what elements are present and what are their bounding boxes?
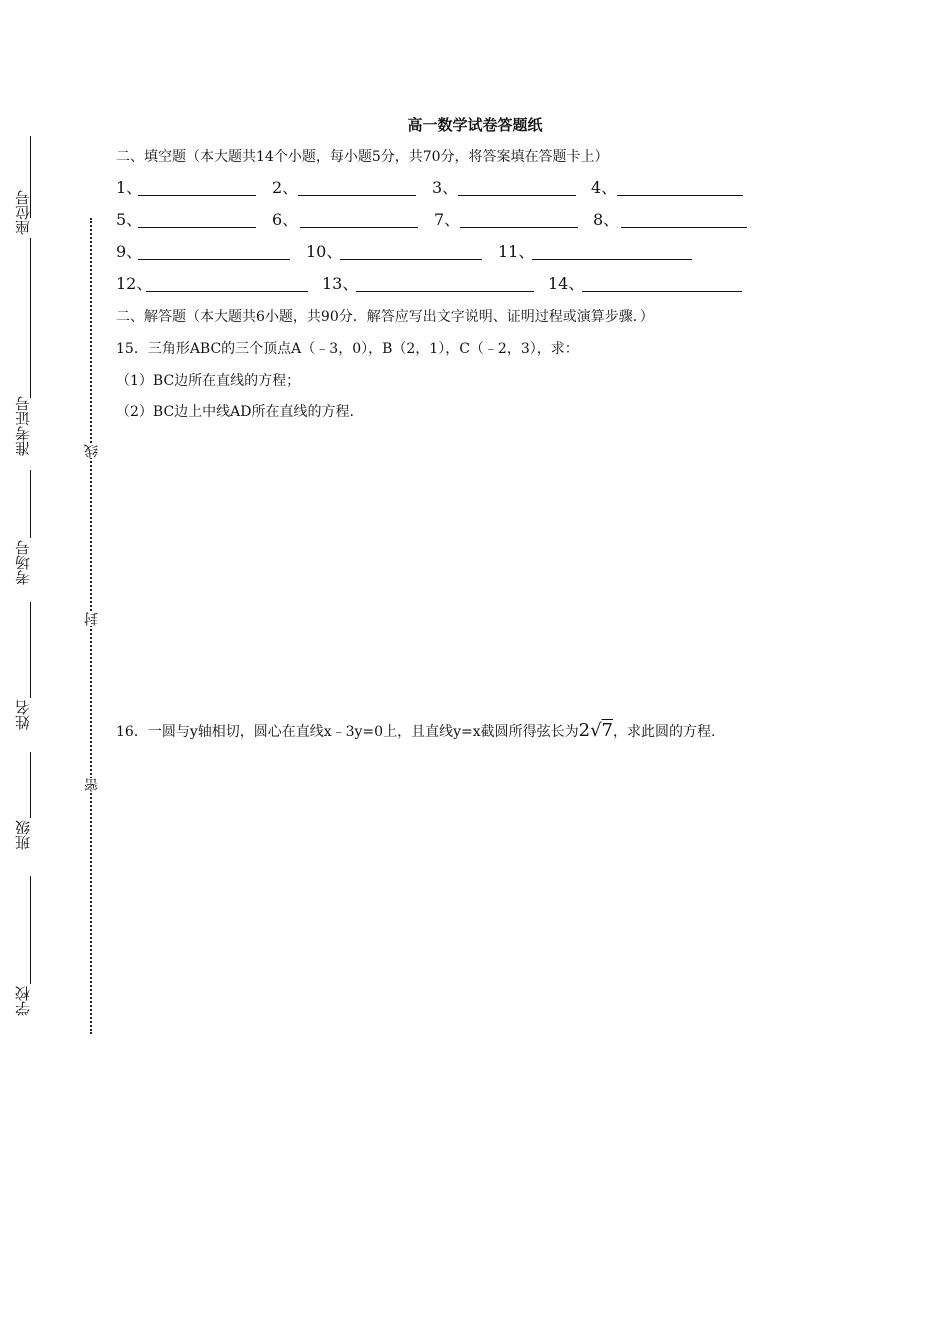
seal-mark-line: 线: [84, 444, 100, 458]
blank-underline: [532, 259, 692, 260]
math-radicand: 7: [601, 720, 613, 741]
answer-blank-13[interactable]: [322, 272, 534, 294]
question-16-text-end: ，求此圆的方程.: [613, 724, 716, 740]
blank-underline: [138, 195, 256, 196]
field-line-exam-id: [30, 238, 31, 398]
blank-number: 4、: [591, 178, 618, 197]
answer-blank-7[interactable]: [434, 208, 578, 230]
blank-number: 5、: [116, 210, 143, 229]
blank-number: 10、: [306, 242, 343, 261]
blank-number: 13、: [322, 274, 359, 293]
blank-underline: [146, 291, 308, 292]
question-15-part-2: （2）BC边上中线AD所在直线的方程.: [116, 404, 354, 420]
blank-underline: [356, 291, 534, 292]
field-line-room: [30, 470, 31, 538]
blank-underline: [300, 227, 418, 228]
answer-blank-12[interactable]: [116, 272, 308, 294]
blank-number: 6、: [272, 210, 299, 229]
answer-blank-14[interactable]: [548, 272, 742, 294]
answer-blank-1[interactable]: [116, 176, 256, 198]
blank-underline: [298, 195, 416, 196]
answer-blank-5[interactable]: [116, 208, 256, 230]
blank-number: 7、: [434, 210, 461, 229]
answer-blank-8[interactable]: [593, 208, 747, 230]
math-coefficient: 2: [578, 720, 591, 741]
page-title: 高一数学试卷答题纸: [407, 116, 543, 134]
blank-underline: [340, 259, 482, 260]
sqrt-sign: √: [590, 720, 602, 741]
blank-underline: [138, 227, 256, 228]
answer-blank-9[interactable]: [116, 240, 290, 262]
blank-number: 14、: [548, 274, 585, 293]
blank-number: 12、: [116, 274, 153, 293]
field-class: 班级: [14, 820, 32, 850]
field-exam-id: 准考证号: [14, 396, 32, 456]
field-line-class: [30, 752, 31, 818]
answer-section-heading: 二、解答题（本大题共6小题，共90分．解答应写出文字说明、证明过程或演算步骤．）: [116, 309, 654, 325]
blank-underline: [582, 291, 742, 292]
blank-number: 9、: [116, 242, 143, 261]
field-line-name: [30, 602, 31, 698]
question-16: [116, 720, 715, 741]
blank-underline: [617, 195, 743, 196]
seal-mark-seal: 封: [84, 612, 100, 626]
question-16-text: 16．一圆与y轴相切，圆心在直线x﹣3y=0上，且直线y=x截圆所得弦长为: [116, 724, 579, 740]
answer-blank-6[interactable]: [272, 208, 418, 230]
blank-number: 8、: [593, 210, 620, 229]
answer-blank-11[interactable]: [498, 240, 692, 262]
blank-number: 2、: [272, 178, 299, 197]
answer-blank-10[interactable]: [306, 240, 482, 262]
field-exam-room: 考场号: [14, 540, 32, 585]
blank-underline: [460, 227, 578, 228]
answer-blank-3[interactable]: [432, 176, 576, 198]
answer-blank-4[interactable]: [591, 176, 743, 198]
blank-underline: [621, 227, 747, 228]
question-15-part-1: （1）BC边所在直线的方程；: [116, 373, 301, 389]
blank-underline: [138, 259, 290, 260]
blank-number: 1、: [116, 178, 143, 197]
field-seat-number: 座位号: [14, 190, 32, 235]
answer-blank-2[interactable]: [272, 176, 416, 198]
question-15: 15．三角形ABC的三个顶点A（﹣3，0），B（2，1），C（﹣2，3），求：: [116, 341, 579, 357]
math-2-sqrt-7: [579, 720, 613, 741]
seal-dotted-line: [90, 218, 92, 1034]
field-line-school: [30, 876, 31, 984]
blank-number: 11、: [498, 242, 535, 261]
fill-section-heading: 二、填空题（本大题共14个小题，每小题5分，共70分，将答案填在答题卡上）: [116, 149, 609, 165]
seal-mark-secret: 密: [84, 778, 100, 792]
blank-underline: [458, 195, 576, 196]
field-name: 姓名: [14, 700, 32, 730]
answer-area-15[interactable]: [116, 430, 836, 700]
blank-number: 3、: [432, 178, 459, 197]
field-school: 学校: [14, 986, 32, 1016]
answer-area-16[interactable]: [116, 756, 836, 1036]
